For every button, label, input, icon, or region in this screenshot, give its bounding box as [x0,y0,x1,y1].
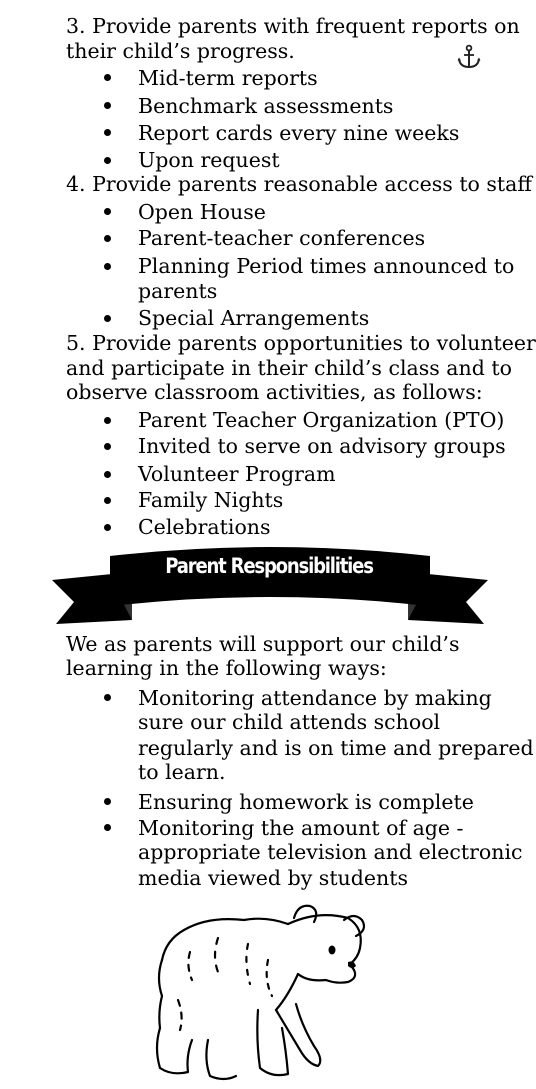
bullet-dot [104,263,111,270]
section3-heading-line-2: their child’s progress. [66,39,295,63]
list-item: Mid-term reports [138,66,318,90]
bullet-dot [104,235,111,242]
anchor-icon [456,44,482,70]
section5-heading-line-3: observe classroom activities, as follows: [66,380,483,404]
list-item: Invited to serve on advisory groups [138,434,506,458]
list-item: Parent Teacher Organization (PTO) [138,408,505,432]
parents-intro-line-1: We as parents will support our child’s [66,632,460,656]
list-item: Special Arrangements [138,306,370,330]
bullet-dot [104,443,111,450]
list-item: Parent-teacher conferences [138,226,426,250]
list-item: Planning Period times announced to [138,254,515,278]
bullet-dot [104,824,111,831]
bullet-dot [104,524,111,531]
bullet-dot [104,74,111,81]
bullet-dot [104,417,111,424]
list-item: Monitoring attendance by making [138,686,492,710]
parents-intro-line-2: learning in the following ways: [66,656,387,680]
section5-heading-line-2: and participate in their child’s class and to [66,356,512,380]
section3-heading-line-1: 3. Provide parents with frequent reports on [66,14,520,38]
list-item: Benchmark assessments [138,94,394,118]
bullet-dot [104,102,111,109]
bullet-dot [104,471,111,478]
bullet-dot [104,798,111,805]
list-item: Report cards every nine weeks [138,121,460,145]
list-item: Family Nights [138,488,284,512]
list-item: Celebrations [138,515,271,539]
bullet-dot [104,497,111,504]
list-item: Volunteer Program [138,462,336,486]
list-item: Open House [138,200,266,224]
list-item-continuation: media viewed by students [138,866,408,890]
bullet-dot [104,157,111,164]
list-item-continuation: regularly and is on time and prepared [138,736,534,760]
list-item-continuation: appropriate television and electronic [138,840,523,864]
list-item-continuation: sure our child attends school [138,710,441,734]
list-item-continuation: parents [138,279,218,303]
list-item: Monitoring the amount of age - [138,816,464,840]
list-item: Upon request [138,148,280,172]
bullet-dot [104,694,111,701]
banner-title: Parent Responsibilities [165,554,373,578]
list-item-continuation: to learn. [138,760,226,784]
bullet-dot [104,208,111,215]
bear-illustration [148,900,374,1086]
section4-heading-line-1: 4. Provide parents reasonable access to staff [66,172,532,196]
list-item: Ensuring homework is complete [138,790,474,814]
section5-heading-line-1: 5. Provide parents opportunities to volunteer [66,331,536,355]
bullet-dot [104,129,111,136]
bullet-dot [104,315,111,322]
